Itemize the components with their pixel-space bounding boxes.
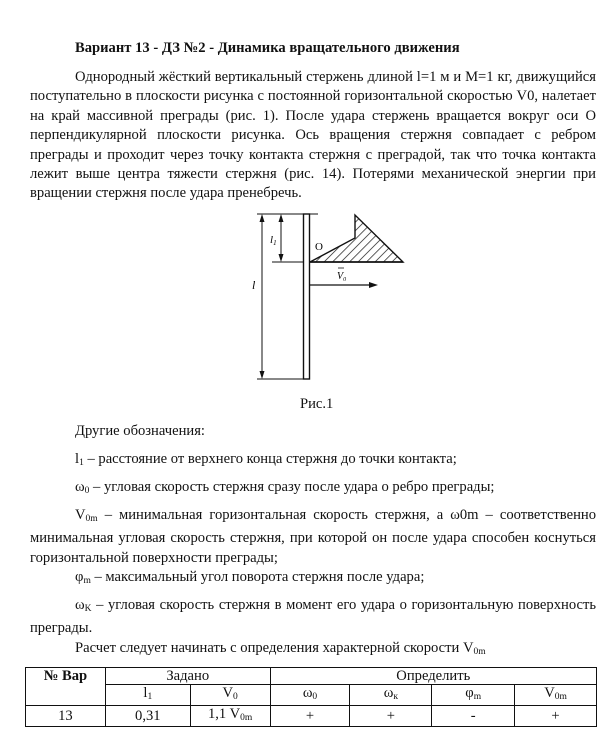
cell-phim: - bbox=[432, 706, 515, 727]
label-v0: $V_0$ bbox=[337, 271, 347, 283]
table-subheader-row bbox=[26, 685, 597, 706]
problem-text: Однородный жёсткий вертикальный стержень длиной l=1 м и М=1 кг, движущийся поступательно в плоскости рисунка с постоянной горизонтальной скоростью V0, налетает на край массивной преграды (рис. 1). После удара стержень вращается вокруг оси О перпендикулярной плоскости рисунка. Ось вращения стержня совпадает с ребром преграды и проходит через точку контакта стержня с преградой, так что точка контакта лежит выше центра тяжести стержня (рис. 14). Потерями механической энергии при вращении стержня после удара пренебречь. bbox=[30, 69, 596, 202]
obstacle bbox=[310, 215, 403, 262]
label-O: O bbox=[315, 241, 323, 253]
dimension-l-arrow-up bbox=[260, 214, 265, 222]
notation-omegak bbox=[30, 596, 596, 639]
start-note bbox=[75, 640, 486, 657]
problem-statement bbox=[30, 68, 596, 204]
cell-l1: 0,31 bbox=[105, 706, 190, 727]
start-note-subscript: 0m bbox=[473, 647, 486, 657]
notation-l1 bbox=[75, 451, 457, 468]
notation-symbol: ω bbox=[75, 479, 85, 495]
cell-variant: 13 bbox=[26, 706, 106, 727]
cell-omegak: + bbox=[350, 706, 432, 727]
dimension-l-arrow-down bbox=[260, 371, 265, 379]
col-v0: $V_0$ bbox=[190, 685, 270, 706]
notation-symbol: φ bbox=[75, 569, 84, 585]
dimension-l1-arrow-down bbox=[279, 254, 284, 262]
header-variant: № Вар bbox=[26, 668, 106, 706]
variant-table bbox=[25, 667, 597, 727]
notation-text: – максимальный угол поворота стержня после удара; bbox=[90, 569, 425, 585]
notation-heading: Другие обозначения: bbox=[75, 423, 205, 439]
notation-subscript: 0m bbox=[85, 514, 98, 524]
col-omega0: $\omega_0$ bbox=[270, 685, 350, 706]
velocity-arrowhead bbox=[369, 282, 378, 288]
rod bbox=[304, 214, 310, 379]
document-title: Вариант 13 - ДЗ №2 - Динамика вращательного движения bbox=[75, 40, 460, 56]
notation-text: – расстояние от верхнего конца стержня до точки контакта; bbox=[83, 451, 457, 467]
start-note-text: Расчет следует начинать с определения характерной скорости V bbox=[75, 640, 474, 656]
table-header-row bbox=[26, 668, 597, 685]
header-find: Определить bbox=[270, 668, 596, 685]
notation-subscript: 0 bbox=[84, 486, 90, 496]
notation-v0m bbox=[30, 506, 596, 568]
cell-omega0: + bbox=[270, 706, 350, 727]
figure-rod-obstacle bbox=[230, 205, 420, 390]
notation-text: – угловая скорость стержня в момент его удара о горизонтальную поверхность преграды. bbox=[30, 597, 596, 637]
col-v0m: $V_{0m}$ bbox=[515, 685, 597, 706]
notation-omega0 bbox=[75, 479, 494, 496]
col-omegak: $\omega_к$ bbox=[350, 685, 432, 706]
notation-subscript: 1 bbox=[79, 458, 84, 468]
figure-caption: Рис.1 bbox=[300, 396, 334, 412]
col-l1: $l_1$ bbox=[105, 685, 190, 706]
notation-symbol: V bbox=[75, 507, 86, 523]
notation-symbol: l bbox=[75, 451, 80, 467]
header-given: Задано bbox=[105, 668, 270, 685]
cell-v0: 1,1 $V_{0m}$ bbox=[190, 706, 270, 727]
notation-subscript: m bbox=[83, 576, 91, 586]
notation-text: – минимальная горизонтальная скорость стержня, а ω0m – соответственно минимальная угловая скорость стержня, при которой он после удара способен коснуться горизонтальной поверхности преграды; bbox=[30, 507, 596, 566]
notation-phim bbox=[75, 569, 424, 586]
dimension-l1-arrow-up bbox=[279, 214, 284, 222]
notation-symbol: ω bbox=[75, 597, 85, 613]
table-row bbox=[26, 706, 597, 727]
cell-v0m: + bbox=[515, 706, 597, 727]
notation-subscript: K bbox=[84, 604, 92, 614]
notation-text: – угловая скорость стержня сразу после удара о ребро преграды; bbox=[89, 479, 495, 495]
label-l1: l1 bbox=[270, 234, 277, 247]
label-l: l bbox=[252, 278, 256, 292]
col-phim: $\varphi_m$ bbox=[432, 685, 515, 706]
